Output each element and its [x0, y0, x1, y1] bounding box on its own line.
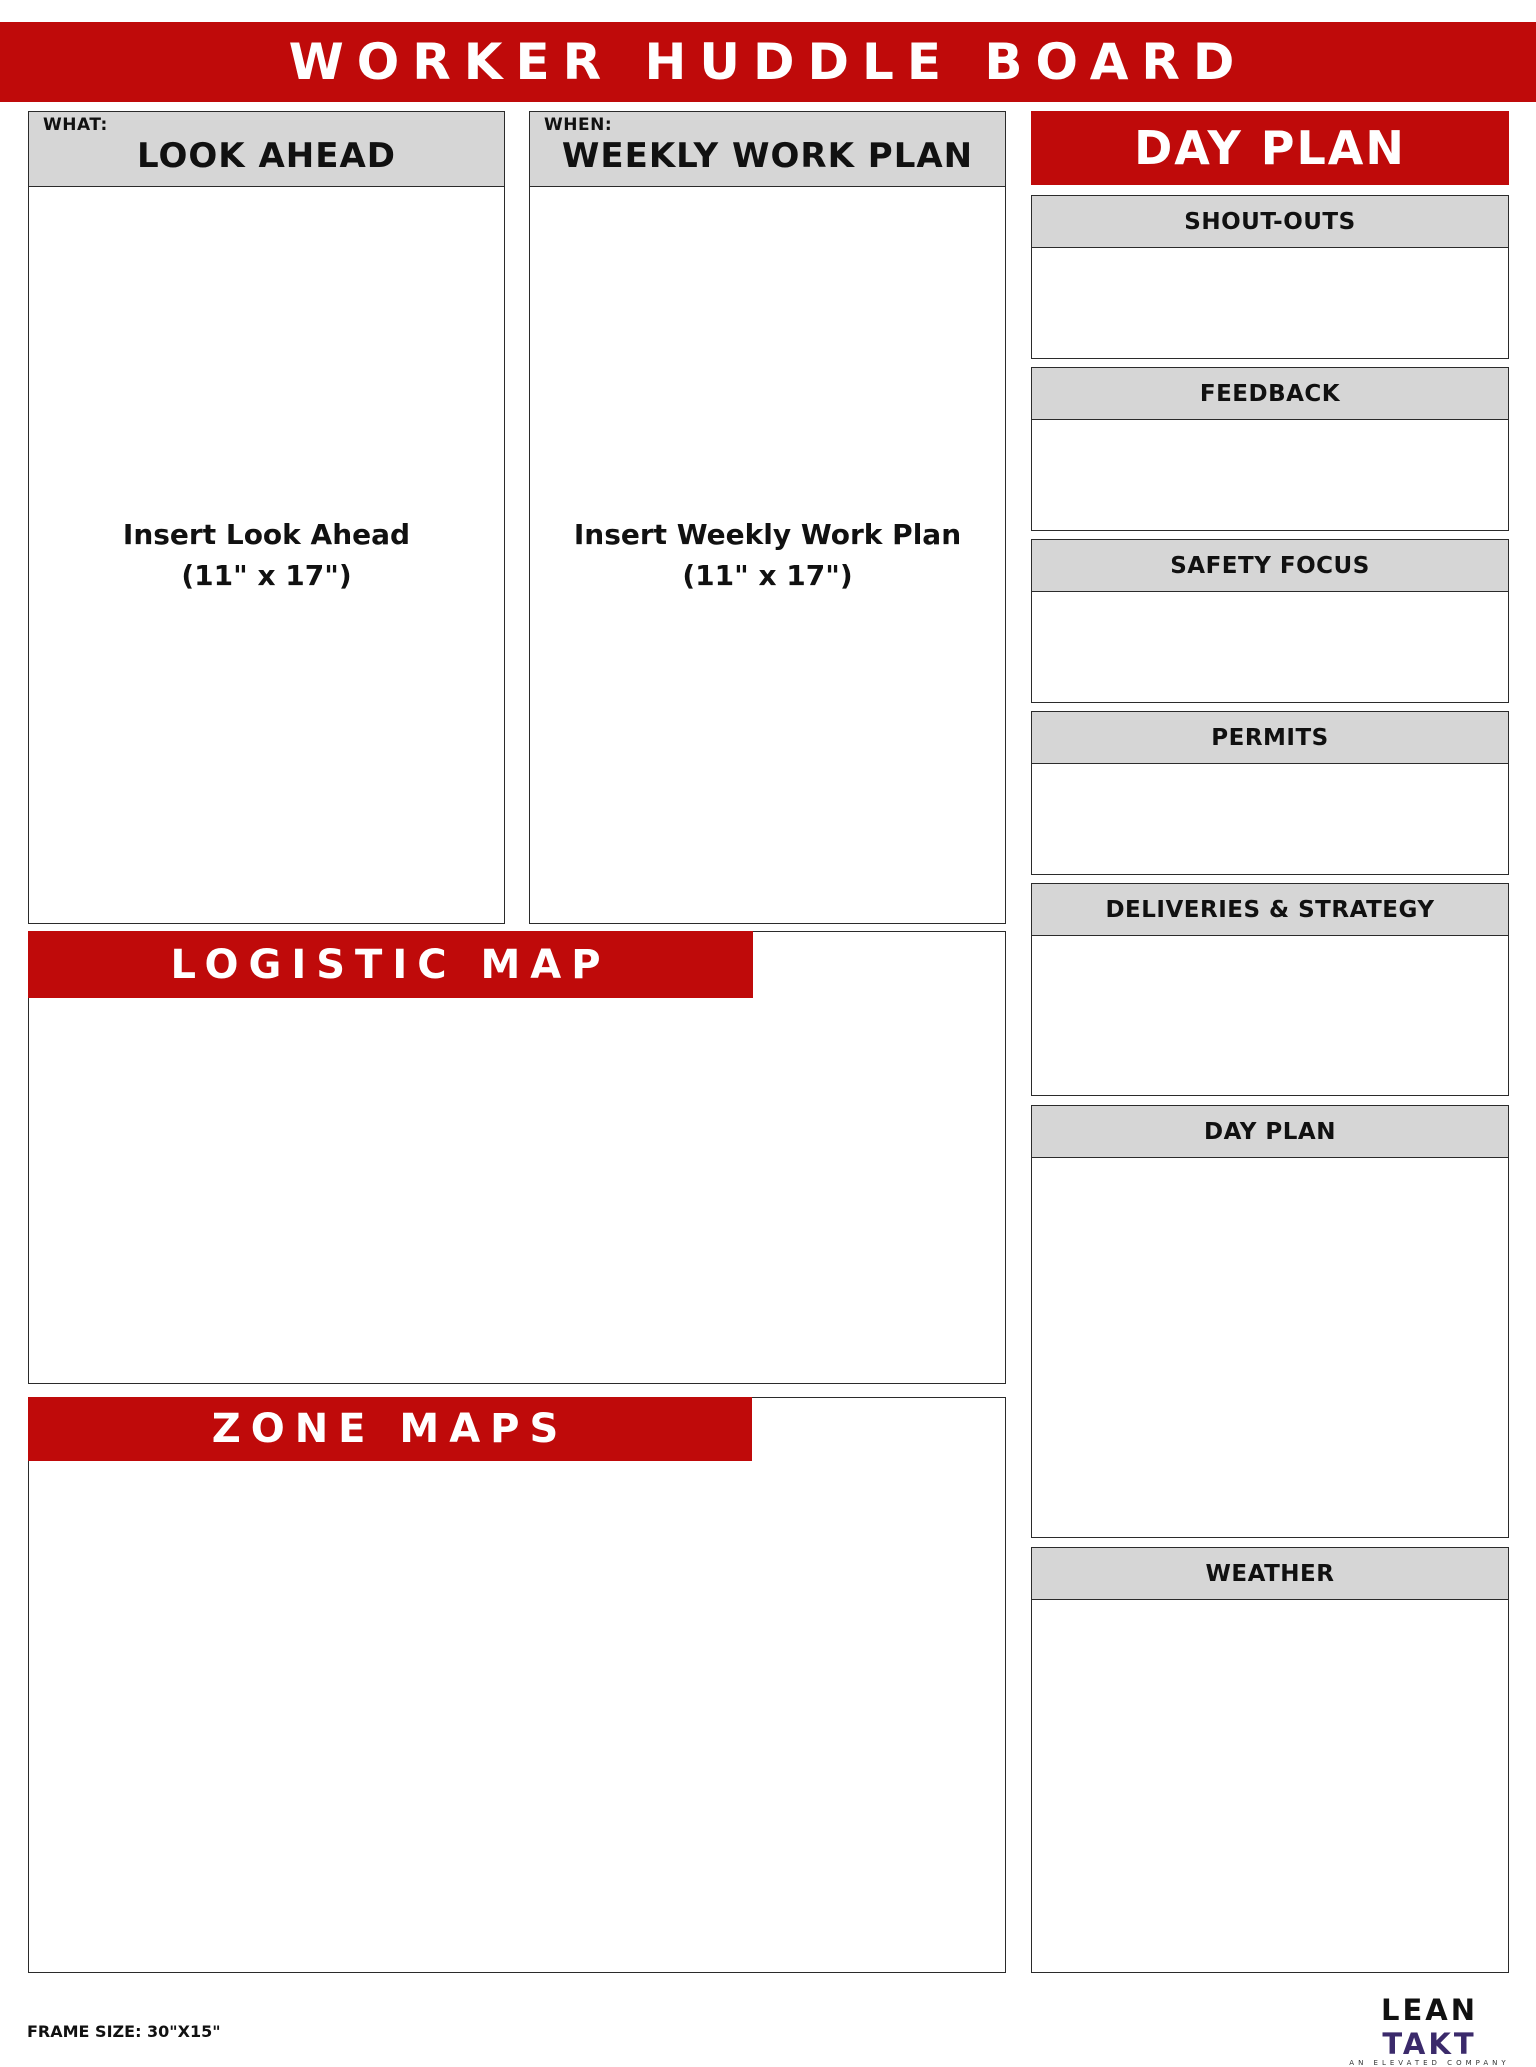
safety-focus-section	[1031, 539, 1509, 703]
logistic-map-title: LOGISTIC MAP	[170, 941, 611, 988]
weekly-work-plan-insert-size: (11" x 17")	[682, 559, 853, 592]
frame-size-note: FRAME SIZE: 30"X15"	[27, 2022, 221, 2041]
feedback-header: FEEDBACK	[1032, 368, 1508, 420]
look-ahead-placeholder	[28, 514, 505, 596]
logo-word-lean: LEAN	[1380, 1993, 1478, 2027]
zone-maps-panel	[28, 1397, 1006, 1973]
weekly-work-plan-placeholder	[529, 514, 1006, 596]
logistic-map-tab	[28, 931, 753, 998]
deliveries-strategy-section	[1031, 883, 1509, 1096]
permits-header: PERMITS	[1032, 712, 1508, 764]
logo-wordmark	[1342, 1993, 1517, 2061]
safety-focus-header: SAFETY FOCUS	[1032, 540, 1508, 592]
board-title: WORKER HUDDLE BOARD	[288, 33, 1248, 91]
day-plan-title: DAY PLAN	[1134, 121, 1406, 175]
shout-outs-section	[1031, 195, 1509, 359]
lean-takt-logo	[1342, 1993, 1517, 2067]
shout-outs-header: SHOUT-OUTS	[1032, 196, 1508, 248]
look-ahead-insert-size: (11" x 17")	[181, 559, 352, 592]
logistic-map-panel	[28, 931, 1006, 1384]
day-plan-title-banner	[1031, 111, 1509, 185]
look-ahead-insert-text: Insert Look Ahead	[122, 518, 411, 551]
weather-section	[1031, 1547, 1509, 1973]
zone-maps-tab	[28, 1397, 752, 1461]
day-plan-section-header: DAY PLAN	[1032, 1106, 1508, 1158]
feedback-section	[1031, 367, 1509, 531]
weather-header: WEATHER	[1032, 1548, 1508, 1600]
look-ahead-header	[28, 111, 505, 187]
look-ahead-title: LOOK AHEAD	[137, 136, 396, 176]
weekly-work-plan-header	[529, 111, 1006, 187]
weekly-work-plan-insert-text: Insert Weekly Work Plan	[573, 518, 962, 551]
logo-word-takt: TAKT	[1382, 2027, 1477, 2061]
deliveries-strategy-header: DELIVERIES & STRATEGY	[1032, 884, 1508, 936]
logo-tagline: AN ELEVATED COMPANY	[1349, 2059, 1510, 2067]
permits-section	[1031, 711, 1509, 875]
day-plan-section	[1031, 1105, 1509, 1538]
look-ahead-prefix: WHAT:	[43, 115, 108, 135]
board-title-banner	[0, 22, 1536, 102]
zone-maps-title: ZONE MAPS	[211, 1406, 569, 1452]
weekly-work-plan-prefix: WHEN:	[544, 115, 613, 135]
weekly-work-plan-title: WEEKLY WORK PLAN	[561, 136, 974, 176]
